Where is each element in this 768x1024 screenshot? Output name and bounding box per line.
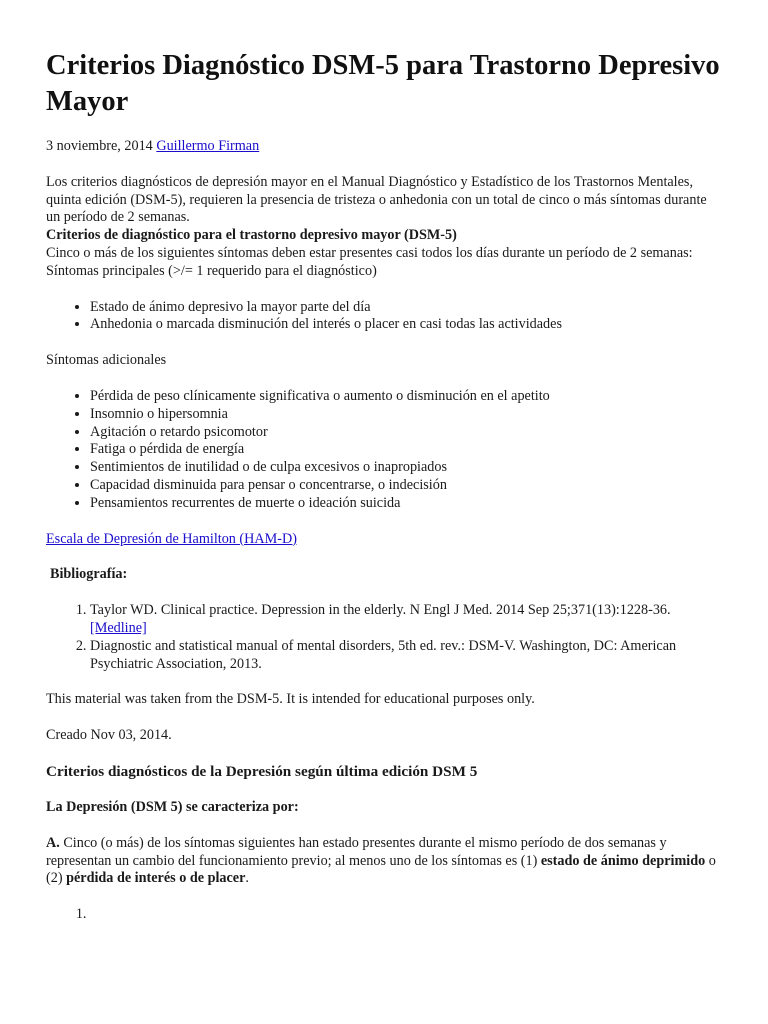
list-item: • Sentimientos de inutilidad o de culpa excesivos o inapropiados [90,459,722,477]
author-link[interactable]: Guillermo Firman [156,138,260,154]
criteria-block [46,174,722,281]
post-meta [46,138,722,156]
hamilton-paragraph [46,531,722,549]
hamilton-link[interactable]: Escala de Depresión de Hamilton (HAM-D) [46,530,297,547]
bibliography-text: Taylor WD. Clinical practice. Depression in the elderly. N Engl J Med. 2014 Sep 25;371(13):1228-36. [90,602,671,619]
list-item: • Estado de ánimo depresivo la mayor parte del día [90,299,722,317]
section-heading: Criterios diagnósticos de la Depresión según última edición DSM 5 [46,762,478,780]
intro-paragraph: Los criterios diagnósticos de depresión mayor en el Manual Diagnóstico y Estadístico de los Trastornos Mentales, quinta edición (DSM-5), requieren la presencia de tristeza o anhedonia con un total de cinco o más síntomas durante un período de 2 semanas. [46,173,707,226]
list-item: • Capacidad disminuida para pensar o concentrarse, o indecisión [90,477,722,495]
criteria-text: Cinco o más de los siguientes síntomas deben estar presentes casi todos los días durante un período de 2 semanas: [46,244,693,261]
criterion-text: Cinco (o más) de los síntomas siguientes han estado presentes durante el mismo período de dos semanas y representan un cambio del funcionamiento previo; al menos uno de los síntomas es (1) [46,834,667,869]
list-item: • Agitación o retardo psicomotor [90,424,722,442]
criterion-text: . [245,870,249,887]
criterion-bold: pérdida de interés o de placer [66,870,246,887]
list-item: • Pérdida de peso clínicamente significativa o aumento o disminución en el apetito [90,388,722,406]
criterion-bold: estado de ánimo deprimido [540,852,706,869]
bibliography-item: 2. Diagnostic and statistical manual of mental disorders, 5th ed. rev.: DSM-V. Washington, DC: American Psychiatric Association, 2013. [90,638,722,674]
list-item: • Anhedonia o marcada disminución del interés o placer en casi todas las actividades [90,316,722,334]
bibliography-item [90,602,722,638]
list-item [90,906,722,924]
main-symptoms-list [46,299,722,335]
medline-link[interactable]: [Medline] [90,619,147,636]
criteria-heading: Criterios de diagnóstico para el trastorno depresivo mayor (DSM-5) [46,227,457,244]
bibliography-list [46,602,722,673]
page-title: Criterios Diagnóstico DSM-5 para Trastorno Depresivo Mayor [46,50,720,117]
created-date: Creado Nov 03, 2014. [46,727,172,744]
criterion-text: o (2) [46,852,716,887]
criterion-letter: A. [46,834,60,851]
additional-symptoms-label: Síntomas adicionales [46,352,167,369]
post-date: 3 noviembre, 2014 [46,138,153,154]
bibliography-heading: Bibliografía: [50,566,128,583]
list-item: • Insomnio o hipersomnia [90,406,722,424]
section-subheading: La Depresión (DSM 5) se caracteriza por: [46,798,299,815]
list-item: • Pensamientos recurrentes de muerte o ideación suicida [90,495,722,513]
additional-symptoms-list [46,388,722,513]
list-item: • Fatiga o pérdida de energía [90,441,722,459]
criterion-a-list [46,906,722,924]
main-symptoms-label: Síntomas principales (>/= 1 requerido para el diagnóstico) [46,262,377,279]
criterion-a [46,835,722,888]
disclaimer: This material was taken from the DSM-5. It is intended for educational purposes only. [46,691,535,708]
